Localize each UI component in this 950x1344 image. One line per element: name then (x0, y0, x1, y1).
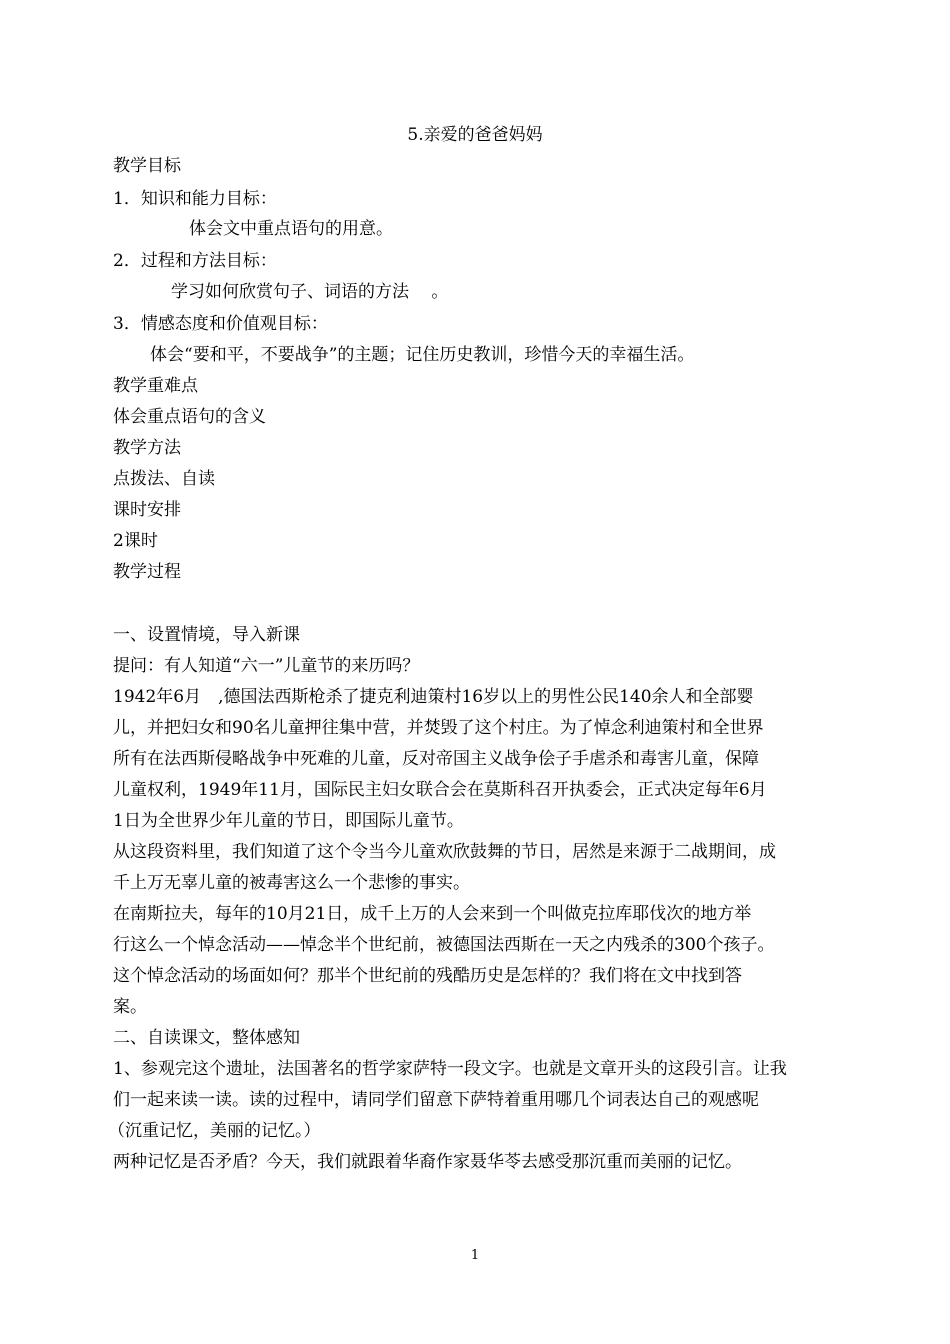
section-heading-schedule: 课时安排 (113, 500, 181, 520)
paragraph-line: 1、参观完这个遗址，法国著名的哲学家萨特一段文字。也就是文章开头的这段引言。让我 (113, 1059, 787, 1079)
paragraph-line: 所有在法西斯侵略战争中死难的儿童，反对帝国主义战争侩子手虐杀和毒害儿童，保障 (113, 749, 759, 769)
paragraph-line: 儿，并把妇女和90名儿童押往集中营，并焚毁了这个村庄。为了悼念利迪策村和全世界 (113, 718, 764, 738)
paragraph-line: 们一起来读一读。读的过程中，请同学们留意下萨特着重用哪几个词表达自己的观感呢 (113, 1090, 759, 1110)
methods-text: 点拨法、自读 (113, 469, 215, 489)
section-heading-goals: 教学目标 (113, 156, 181, 176)
goal-1-text: 体会文中重点语句的用意。 (189, 219, 393, 239)
document-title: 5.亲爱的爸爸妈妈 (407, 125, 543, 145)
paragraph-line: （沉重记忆，美丽的记忆。） (108, 1121, 321, 1141)
paragraph-line: 1日为全世界少年儿童的节日，即国际儿童节。 (113, 811, 464, 831)
goal-2-text: 学习如何欣赏句子、词语的方法 。 (171, 282, 449, 302)
step-1-heading: 一、设置情境，导入新课 (113, 625, 300, 645)
paragraph-line: 在南斯拉夫，每年的10月21日，成千上万的人会来到一个叫做克拉库耶伐次的地方举 (113, 904, 752, 924)
goal-3-heading: 3．情感态度和价值观目标： (113, 314, 328, 334)
step-2-heading: 二、自读课文，整体感知 (113, 1028, 300, 1048)
paragraph-line: 千上万无辜儿童的被毒害这么一个悲惨的事实。 (113, 873, 470, 893)
paragraph-line: 案。 (113, 997, 147, 1017)
section-heading-process: 教学过程 (113, 562, 181, 582)
page-number: 1 (470, 1248, 480, 1263)
paragraph-line: 1942年6月 ,德国法西斯枪杀了捷克利迪策村16岁以上的男性公民140余人和全部婴 (113, 687, 754, 707)
section-heading-difficulties: 教学重难点 (113, 376, 198, 396)
paragraph-line: 提问：有人知道“六一”儿童节的来历吗？ (113, 656, 420, 676)
goal-3-text: 体会“要和平，不要战争”的主题；记住历史教训，珍惜今天的幸福生活。 (150, 345, 695, 365)
paragraph-line: 行这么一个悼念活动——悼念半个世纪前，被德国法西斯在一天之内残杀的300个孩子。 (113, 935, 775, 955)
schedule-text: 2课时 (113, 531, 158, 551)
paragraph-line: 这个悼念活动的场面如何？那半个世纪前的残酷历史是怎样的？我们将在文中找到答 (113, 966, 742, 986)
goal-1-heading: 1．知识和能力目标： (113, 189, 277, 209)
section-heading-methods: 教学方法 (113, 438, 181, 458)
paragraph-line: 两种记忆是否矛盾？今天，我们就跟着华裔作家聂华苓去感受那沉重而美丽的记忆。 (113, 1152, 742, 1172)
difficulties-text: 体会重点语句的含义 (113, 407, 266, 427)
paragraph-line: 儿童权利，1949年11月，国际民主妇女联合会在莫斯科召开执委会，正式决定每年6月 (113, 780, 767, 800)
goal-2-heading: 2．过程和方法目标： (113, 251, 277, 271)
paragraph-line: 从这段资料里，我们知道了这个令当今儿童欢欣鼓舞的节日，居然是来源于二战期间，成 (113, 842, 776, 862)
